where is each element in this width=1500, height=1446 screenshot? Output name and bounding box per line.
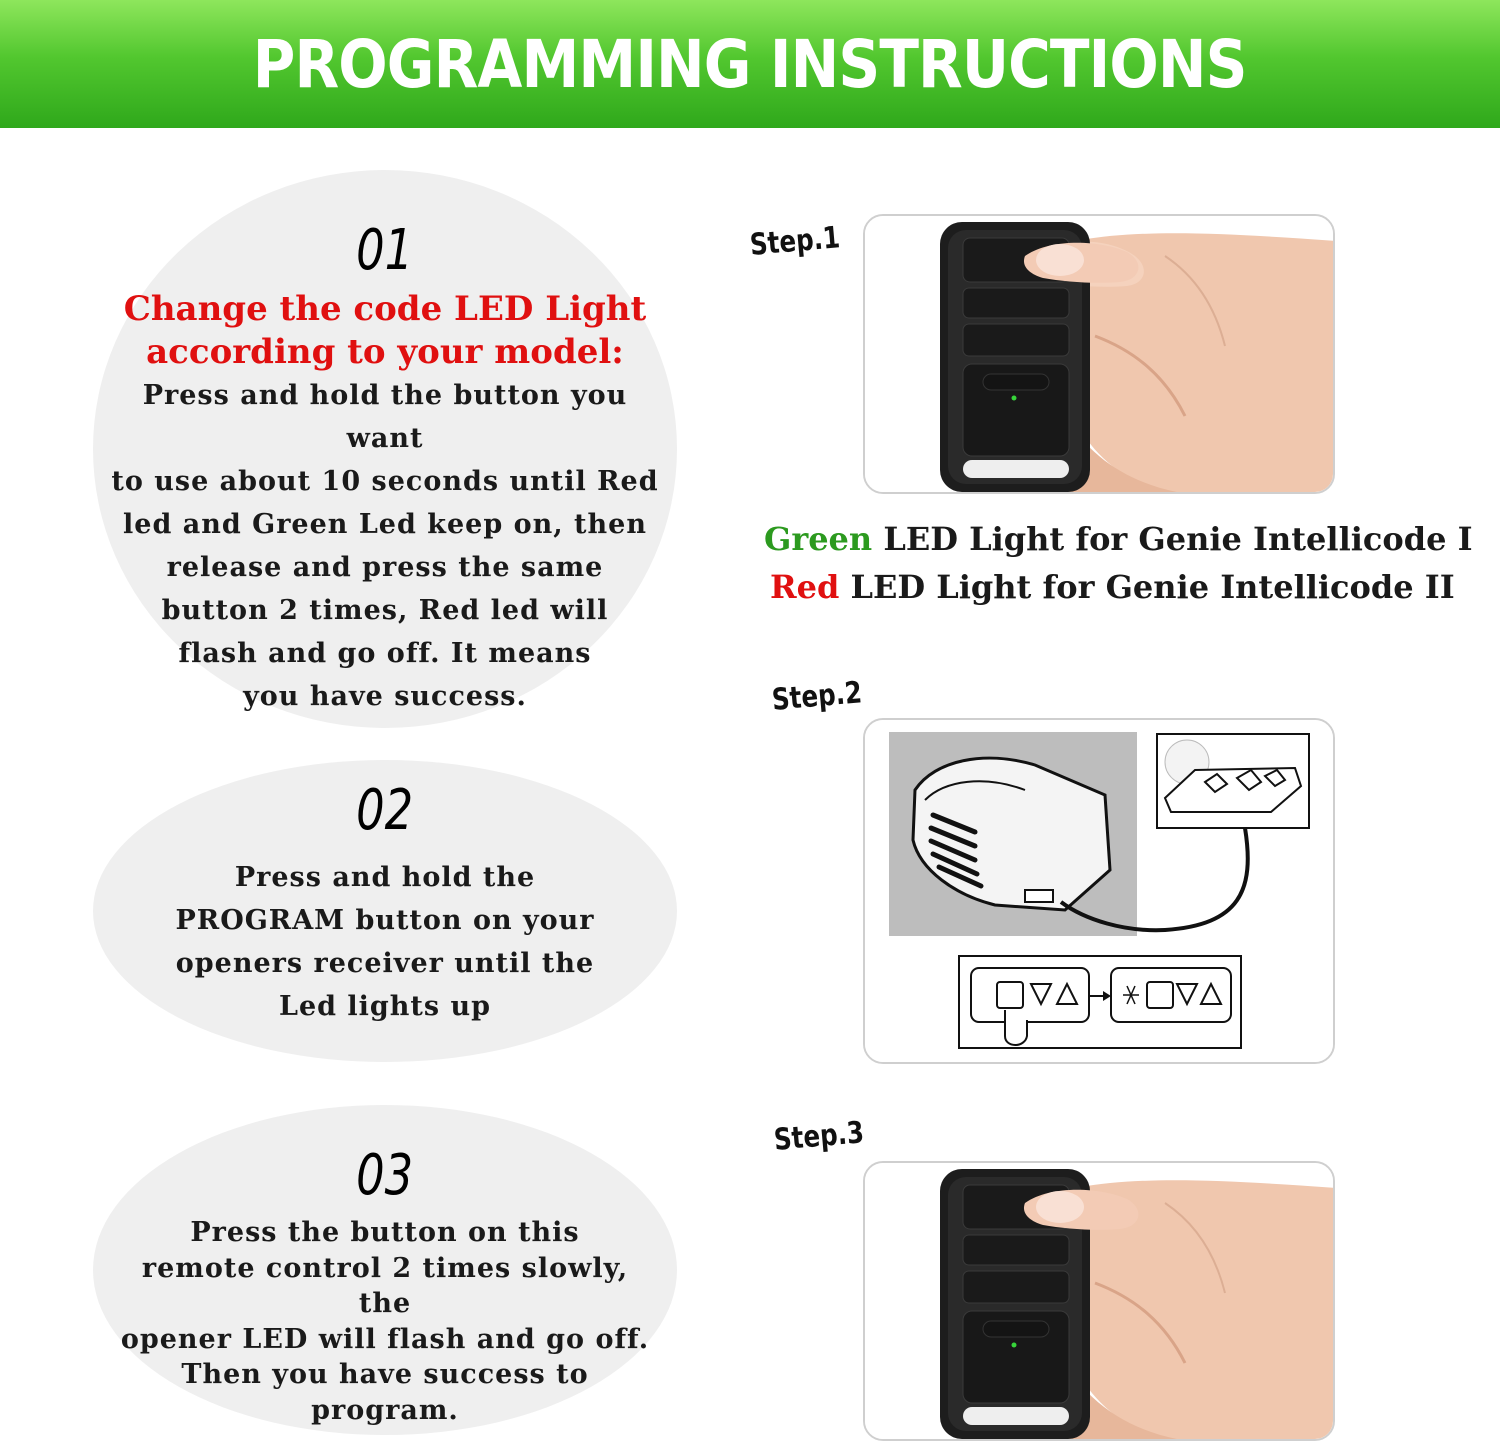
step-2-image-frame bbox=[863, 718, 1335, 1064]
step-01-heading-line-2: according to your model: bbox=[146, 332, 624, 372]
step-1-label: Step.1 bbox=[748, 220, 842, 263]
step-01-line: button 2 times, Red led will bbox=[161, 595, 609, 626]
led-light-info bbox=[764, 515, 1473, 611]
step-1-image-frame bbox=[863, 214, 1335, 494]
led-info-line-1 bbox=[764, 515, 1473, 563]
step-03-text bbox=[115, 1215, 655, 1428]
step-01-line: Press and hold the button you want bbox=[142, 380, 628, 454]
led-info-line-2-text: LED Light for Genie Intellicode II bbox=[839, 568, 1455, 606]
step-02-line: Press and hold the bbox=[234, 862, 536, 893]
remote-in-hand-image bbox=[865, 1163, 1335, 1441]
step-03-panel bbox=[93, 1105, 677, 1435]
step-01-number: 01 bbox=[356, 218, 414, 283]
step-01-heading bbox=[115, 288, 655, 374]
step-01-heading-line-1: Change the code LED Light bbox=[123, 289, 647, 329]
step-02-panel bbox=[93, 760, 677, 1062]
step-03-line: Press the button on this bbox=[190, 1217, 580, 1248]
header-banner bbox=[0, 0, 1500, 128]
remote-in-hand-image bbox=[865, 216, 1335, 494]
step-03-line: remote control 2 times slowly, the bbox=[141, 1252, 629, 1319]
red-label: Red bbox=[770, 568, 840, 606]
step-01-line: you have success. bbox=[243, 681, 527, 712]
step-01-text bbox=[105, 374, 665, 718]
led-info-line-1-text: LED Light for Genie Intellicode I bbox=[872, 520, 1473, 558]
led-info-line-2 bbox=[764, 563, 1464, 611]
step-2-label: Step.2 bbox=[770, 675, 864, 718]
step-03-number: 03 bbox=[356, 1143, 414, 1208]
step-03-line: Then you have success to bbox=[181, 1359, 589, 1390]
step-01-line: led and Green Led keep on, then bbox=[123, 509, 647, 540]
step-02-text bbox=[165, 856, 605, 1028]
step-3-image-frame bbox=[863, 1161, 1335, 1441]
green-label: Green bbox=[764, 520, 873, 558]
step-3-label: Step.3 bbox=[772, 1115, 866, 1158]
step-02-number: 02 bbox=[356, 778, 414, 843]
step-02-line: PROGRAM button on your bbox=[175, 905, 595, 936]
opener-program-button-diagram bbox=[865, 720, 1335, 1064]
step-02-line: Led lights up bbox=[278, 991, 492, 1022]
step-01-panel bbox=[93, 170, 677, 728]
step-02-line: openers receiver until the bbox=[175, 948, 595, 979]
page-title: PROGRAMMING INSTRUCTIONS bbox=[253, 25, 1247, 103]
step-01-line: release and press the same bbox=[166, 552, 604, 583]
step-03-line: program. bbox=[311, 1394, 459, 1426]
step-01-line: to use about 10 seconds until Red bbox=[111, 466, 659, 497]
step-03-line: opener LED will flash and go off. bbox=[120, 1323, 650, 1355]
step-01-line: flash and go off. It means bbox=[178, 638, 592, 669]
